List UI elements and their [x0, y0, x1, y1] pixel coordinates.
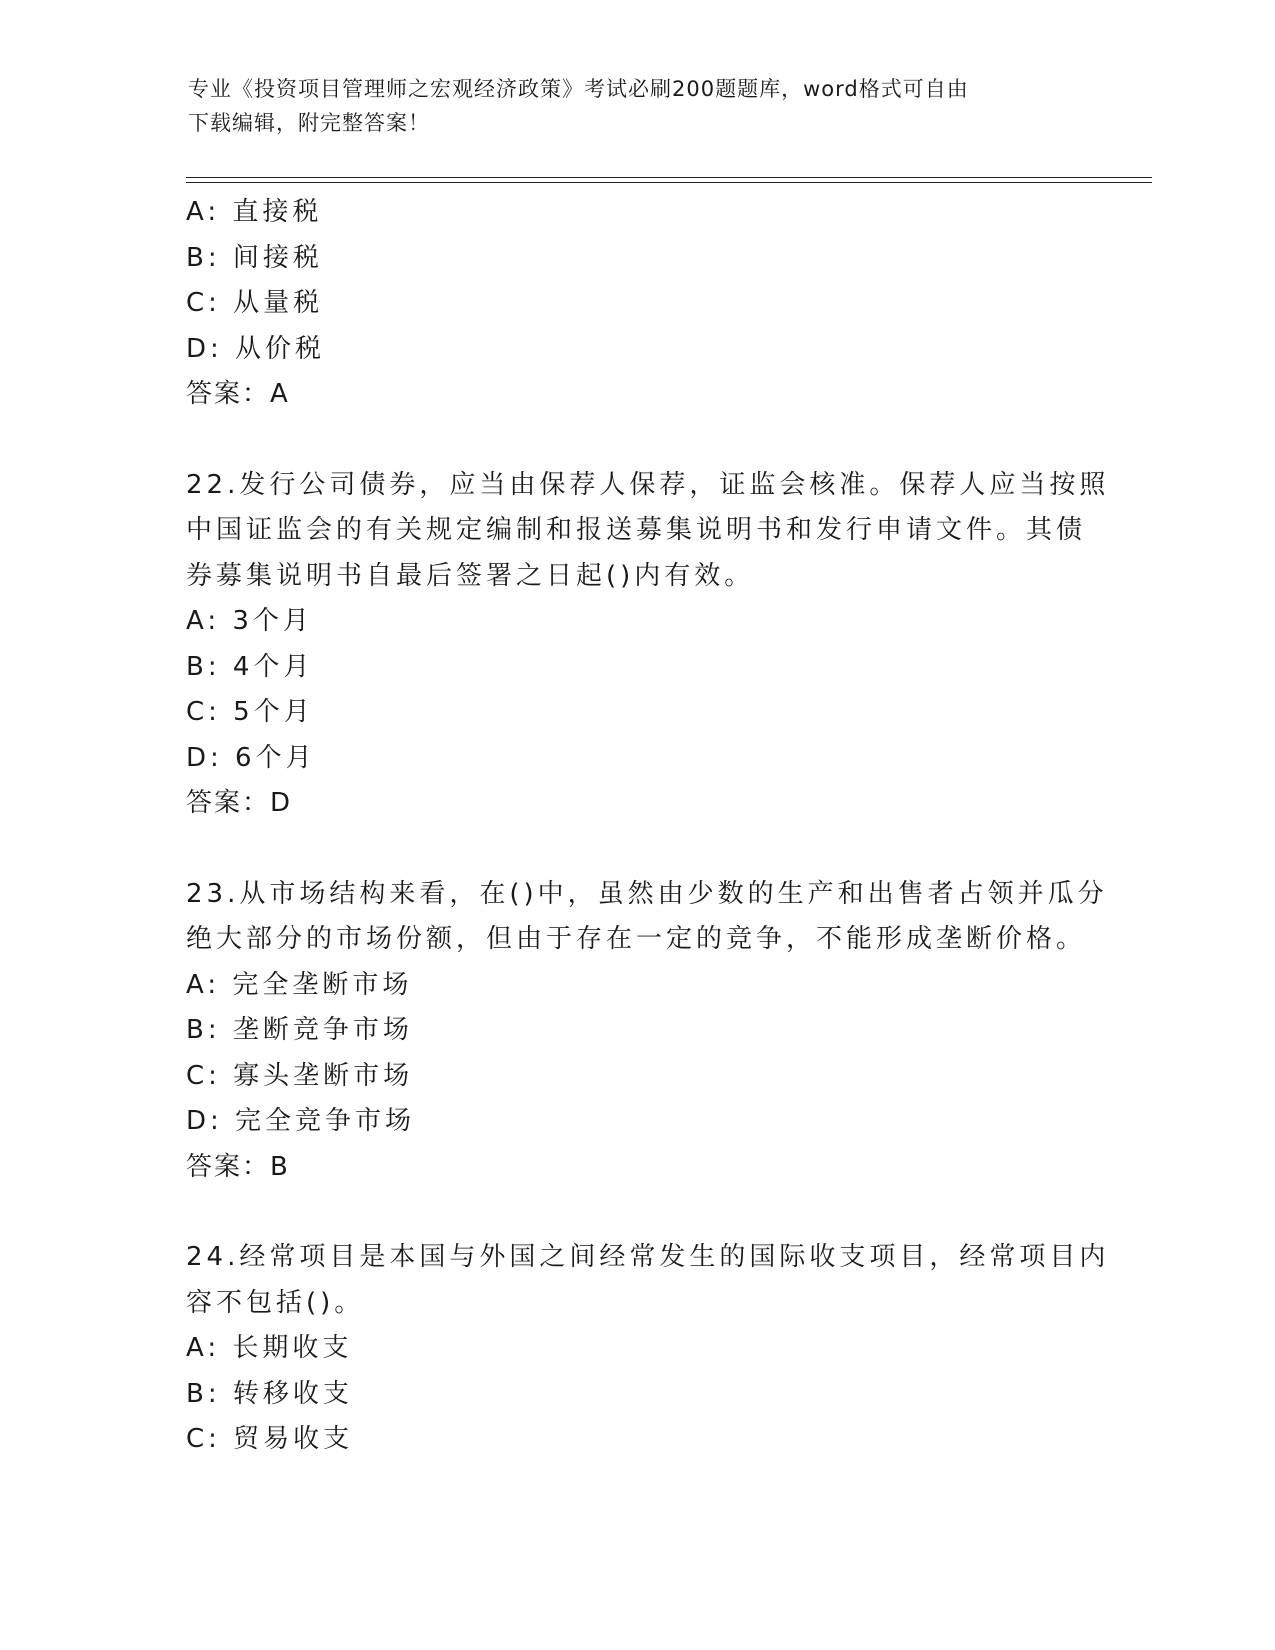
question-text-line: 22.发行公司债券，应当由保荐人保荐，证监会核准。保荐人应当按照	[186, 469, 1110, 500]
question-list	[186, 190, 1110, 1463]
question-text-line: 24.经常项目是本国与外国之间经常发生的国际收支项目，经常项目内	[186, 1242, 1110, 1272]
question-text-line: 绝大部分的市场份额，但由于存在一定的竞争，不能形成垄断价格。	[186, 924, 1087, 954]
question-22	[186, 463, 1110, 827]
question-text-line: 23.从市场结构来看，在()中，虽然由少数的生产和出售者占领并瓜分	[186, 878, 1108, 909]
option-a: A: 直接税	[186, 197, 323, 227]
question-21	[186, 190, 1086, 418]
option-b: B: 4个月	[186, 651, 314, 682]
answer: 答案：B	[186, 1151, 290, 1182]
answer: 答案：D	[186, 788, 293, 818]
question-text-line: 中国证监会的有关规定编制和报送募集说明书和发行申请文件。其债	[186, 515, 1087, 545]
option-a: A: 长期收支	[186, 1333, 353, 1363]
document-header	[188, 72, 1088, 140]
option-b: B: 转移收支	[186, 1378, 353, 1409]
header-title-line-1: 专业《投资项目管理师之宏观经济政策》考试必刷200题题库，word格式可自由	[188, 77, 969, 101]
option-b: B: 间接税	[186, 242, 323, 273]
option-b: B: 垄断竞争市场	[186, 1015, 413, 1045]
option-a: A: 3个月	[186, 606, 313, 636]
option-d: D: 完全竞争市场	[186, 1106, 416, 1136]
option-d: D: 从价税	[186, 333, 326, 364]
option-a: A: 完全垄断市场	[186, 969, 413, 1000]
question-24	[186, 1235, 1110, 1463]
question-text-line: 容不包括()。	[186, 1287, 365, 1318]
question-text-line: 券募集说明书自最后签署之日起()内有效。	[186, 560, 755, 591]
option-d: D: 6个月	[186, 742, 316, 773]
option-c: C: 贸易收支	[186, 1424, 354, 1454]
header-divider-bottom	[186, 182, 1152, 183]
option-c: C: 5个月	[186, 697, 314, 727]
option-c: C: 寡头垄断市场	[186, 1060, 414, 1091]
answer: 答案：A	[186, 379, 290, 409]
header-divider-top	[186, 177, 1152, 178]
option-c: C: 从量税	[186, 288, 324, 318]
header-title-line-2: 下载编辑，附完整答案！	[188, 111, 430, 135]
question-23	[186, 872, 1108, 1191]
